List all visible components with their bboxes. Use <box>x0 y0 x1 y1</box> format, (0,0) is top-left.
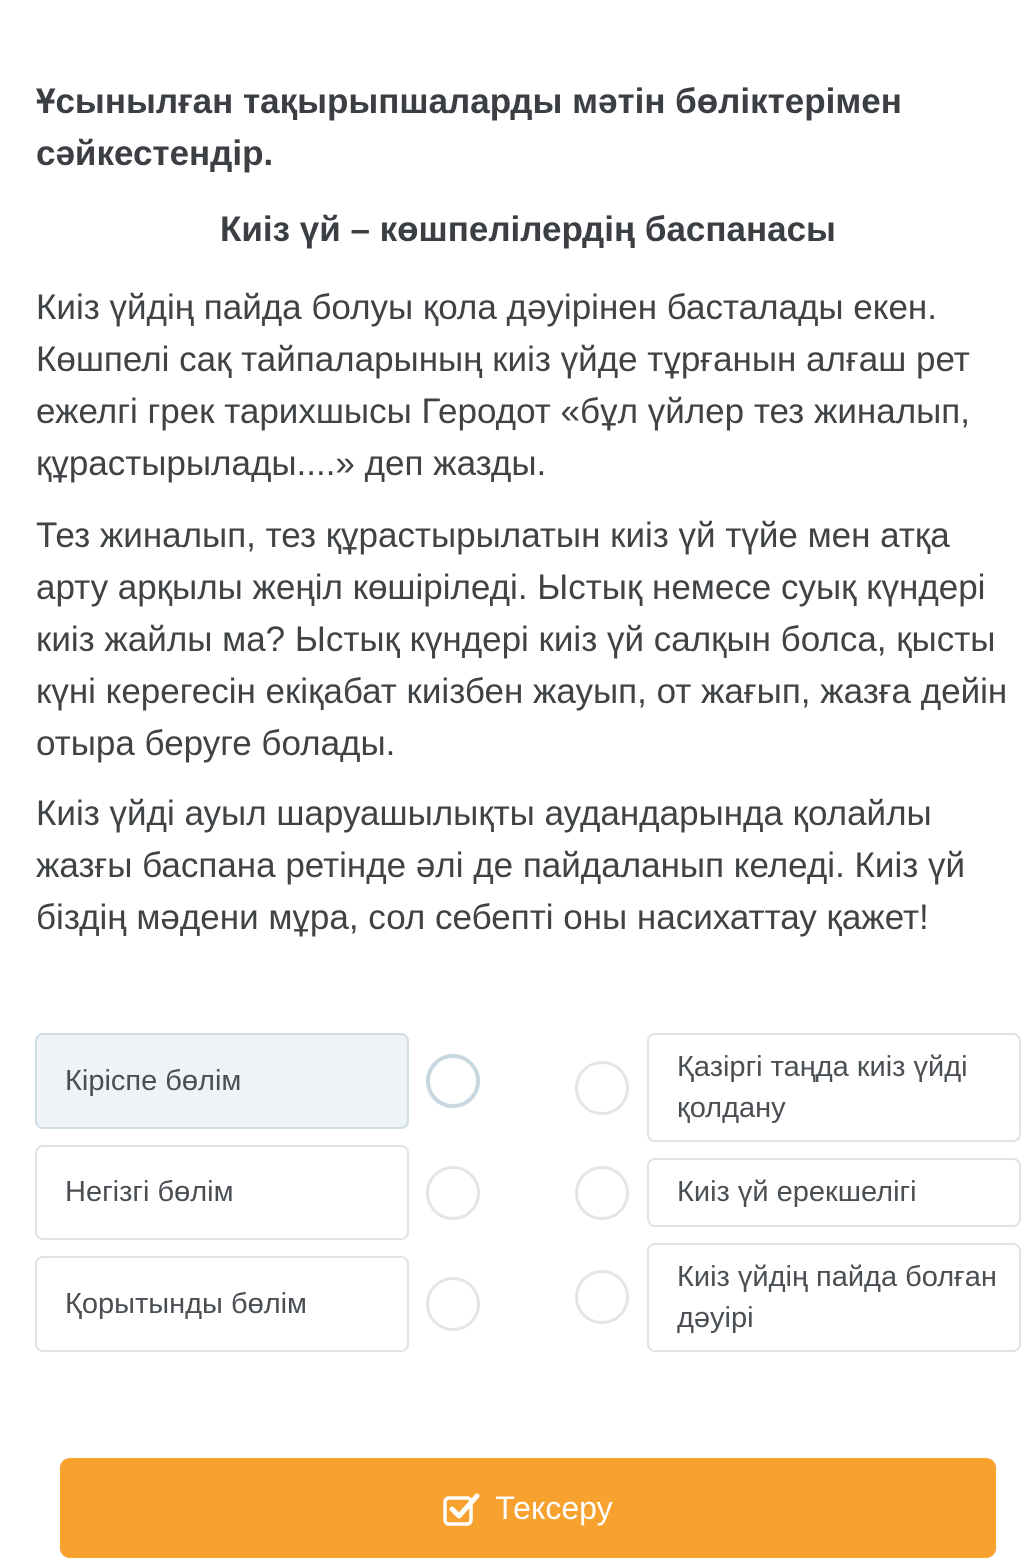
instruction-heading: Ұсынылған тақырыпшаларды мәтін бөліктерімен сәйкестендір. <box>36 82 902 173</box>
paragraph-2: Тез жиналып, тез құрастырылатын киіз үй түйе мен атқа арту арқылы жеңіл көшіріледі. Ыстық немесе суық күндері киіз жайлы ма? Ыстық күндері киіз үй салқын болса, қысты күні керегесін екіқабат киізбен жауып, от жағып, жазға дейін отыра беруге болады. <box>36 516 1008 763</box>
right-card-label: Қазіргі таңда киіз үйді қолдану <box>677 1050 968 1124</box>
left-card-main-part[interactable] <box>35 1145 409 1240</box>
text-title: Киіз үй – көшпелілердің баспанасы <box>220 210 836 249</box>
right-connector-dot-2[interactable] <box>575 1166 629 1220</box>
left-connector-dot-2[interactable] <box>426 1166 480 1220</box>
left-card-label: Қорытынды бөлім <box>65 1287 307 1320</box>
check-button[interactable] <box>60 1458 996 1558</box>
left-card-introduction[interactable] <box>35 1033 409 1129</box>
left-card-label: Кіріспе бөлім <box>65 1064 242 1097</box>
left-connector-dot-3[interactable] <box>426 1277 480 1331</box>
right-card-origin-era[interactable] <box>647 1243 1021 1352</box>
right-connector-dot-1[interactable] <box>575 1061 629 1115</box>
right-card-current-use[interactable] <box>647 1033 1021 1142</box>
right-connector-dot-3[interactable] <box>575 1270 629 1324</box>
left-card-label: Негізгі бөлім <box>65 1176 234 1208</box>
paragraph-3: Киіз үйді ауыл шаруашылықты аудандарында қолайлы жазғы баспана ретінде әлі де пайдаланып келеді. Киіз үй біздің мәдени мұра, сол себепті оны насихаттау қажет! <box>36 794 966 937</box>
check-button-label: Тексеру <box>495 1490 613 1526</box>
right-card-label: Киіз үйдің пайда болған дәуірі <box>677 1260 997 1334</box>
left-connector-dot-1[interactable] <box>426 1054 480 1108</box>
right-card-features[interactable] <box>647 1158 1021 1227</box>
check-square-icon <box>443 1492 481 1526</box>
left-card-conclusion[interactable] <box>35 1256 409 1352</box>
paragraph-1: Киіз үйдің пайда болуы қола дәуірінен басталады екен. Көшпелі сақ тайпаларының киіз үйде тұрғанын алғаш рет ежелгі грек тарихшысы Геродот «бұл үйлер тез жиналып, құрастырылады....» деп жазды. <box>36 288 970 483</box>
right-card-label: Киіз үй ерекшелігі <box>677 1176 917 1208</box>
